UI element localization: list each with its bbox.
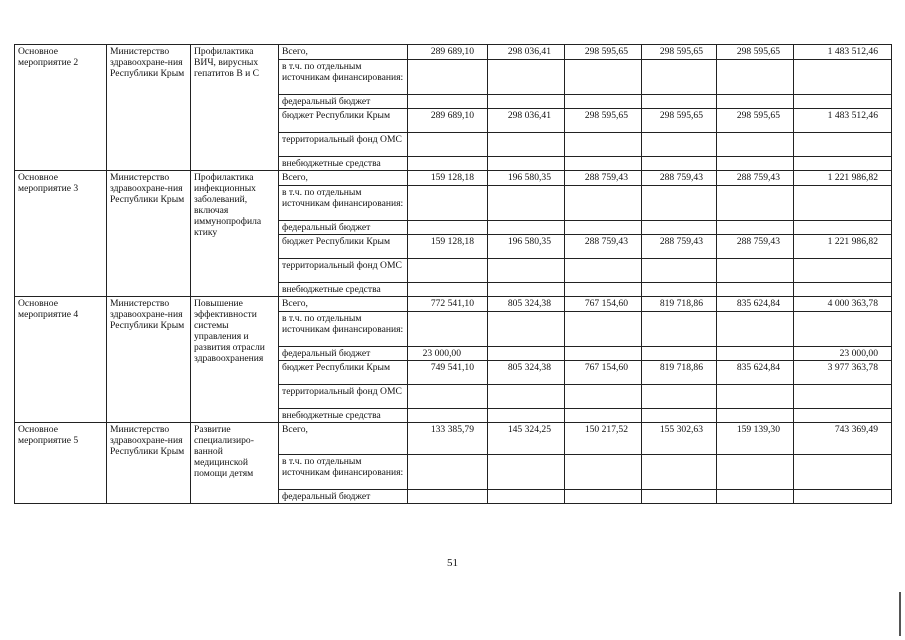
amount-cell: 288 759,43 [717,235,794,259]
amount-cell: 298 595,65 [565,45,642,60]
executor: Министерство здравоохране-ния Республики Крым [107,297,191,423]
amount-cell: 835 624,84 [717,297,794,312]
amount-cell: 835 624,84 [717,361,794,385]
source-label: в т.ч. по отдельным источникам финансирования: [279,312,408,347]
source-label: территориальный фонд ОМС [279,259,408,283]
source-label: бюджет Республики Крым [279,235,408,259]
source-label: Всего, [279,297,408,312]
source-label: территориальный фонд ОМС [279,385,408,409]
amount-cell: 1 221 986,82 [794,171,892,186]
amount-cell: 23 000,00 [794,347,892,361]
table-row [15,171,892,186]
table-row [15,423,892,455]
amount-cell: 288 759,43 [565,171,642,186]
source-label: Всего, [279,423,408,455]
event-title: Повышение эффективности системы управления и развития отрасли здравоохранения [191,297,279,423]
executor: Министерство здравоохране-ния Республики Крым [107,45,191,171]
amount-cell: 298 595,65 [565,109,642,133]
event-name: Основное мероприятие 4 [15,297,107,423]
source-label: бюджет Республики Крым [279,361,408,385]
amount-cell: 133 385,79 [408,423,488,455]
source-label: в т.ч. по отдельным источникам финансирования: [279,60,408,95]
source-label: Всего, [279,45,408,60]
amount-cell: 749 541,10 [408,361,488,385]
executor: Министерство здравоохране-ния Республики Крым [107,171,191,297]
amount-cell: 298 595,65 [642,109,717,133]
amount-cell: 298 595,65 [717,45,794,60]
amount-cell: 145 324,25 [488,423,565,455]
source-label: федеральный бюджет [279,347,408,361]
table-row [15,45,892,60]
amount-cell: 772 541,10 [408,297,488,312]
amount-cell: 288 759,43 [717,171,794,186]
event-title: Профилактика ВИЧ, вирусных гепатитов В и С [191,45,279,171]
amount-cell: 1 483 512,46 [794,109,892,133]
source-label: Всего, [279,171,408,186]
source-label: федеральный бюджет [279,95,408,109]
source-label: территориальный фонд ОМС [279,133,408,157]
amount-cell: 23 000,00 [408,347,488,361]
amount-cell: 298 595,65 [717,109,794,133]
event-title: Развитие специализиро-ванной медицинской помощи детям [191,423,279,504]
budget-table [14,44,892,504]
source-label: внебюджетные средства [279,283,408,297]
amount-cell: 289 689,10 [408,109,488,133]
amount-cell: 288 759,43 [642,171,717,186]
amount-cell: 1 483 512,46 [794,45,892,60]
source-label: внебюджетные средства [279,409,408,423]
amount-cell: 1 221 986,82 [794,235,892,259]
amount-cell: 743 369,49 [794,423,892,455]
amount-cell: 159 128,18 [408,171,488,186]
amount-cell: 289 689,10 [408,45,488,60]
amount-cell: 150 217,52 [565,423,642,455]
amount-cell: 196 580,35 [488,171,565,186]
table-row [15,297,892,312]
amount-cell: 288 759,43 [642,235,717,259]
event-title: Профилактика инфекционных заболеваний, включая иммунопрофила ктику [191,171,279,297]
amount-cell: 767 154,60 [565,297,642,312]
page-number: 51 [447,557,458,569]
amount-cell: 298 036,41 [488,45,565,60]
executor: Министерство здравоохране-ния Республики Крым [107,423,191,504]
amount-cell: 298 595,65 [642,45,717,60]
source-label: федеральный бюджет [279,221,408,235]
amount-cell: 298 036,41 [488,109,565,133]
amount-cell: 767 154,60 [565,361,642,385]
source-label: внебюджетные средства [279,157,408,171]
source-label: в т.ч. по отдельным источникам финансирования: [279,455,408,490]
amount-cell: 4 000 363,78 [794,297,892,312]
amount-cell: 819 718,86 [642,297,717,312]
amount-cell: 159 139,30 [717,423,794,455]
amount-cell: 3 977 363,78 [794,361,892,385]
amount-cell: 196 580,35 [488,235,565,259]
source-label: федеральный бюджет [279,490,408,504]
source-label: в т.ч. по отдельным источникам финансирования: [279,186,408,221]
amount-cell: 155 302,63 [642,423,717,455]
amount-cell: 288 759,43 [565,235,642,259]
scan-edge-mark [899,592,901,636]
amount-cell: 159 128,18 [408,235,488,259]
amount-cell: 805 324,38 [488,361,565,385]
event-name: Основное мероприятие 2 [15,45,107,171]
event-name: Основное мероприятие 5 [15,423,107,504]
amount-cell: 805 324,38 [488,297,565,312]
event-name: Основное мероприятие 3 [15,171,107,297]
source-label: бюджет Республики Крым [279,109,408,133]
amount-cell: 819 718,86 [642,361,717,385]
